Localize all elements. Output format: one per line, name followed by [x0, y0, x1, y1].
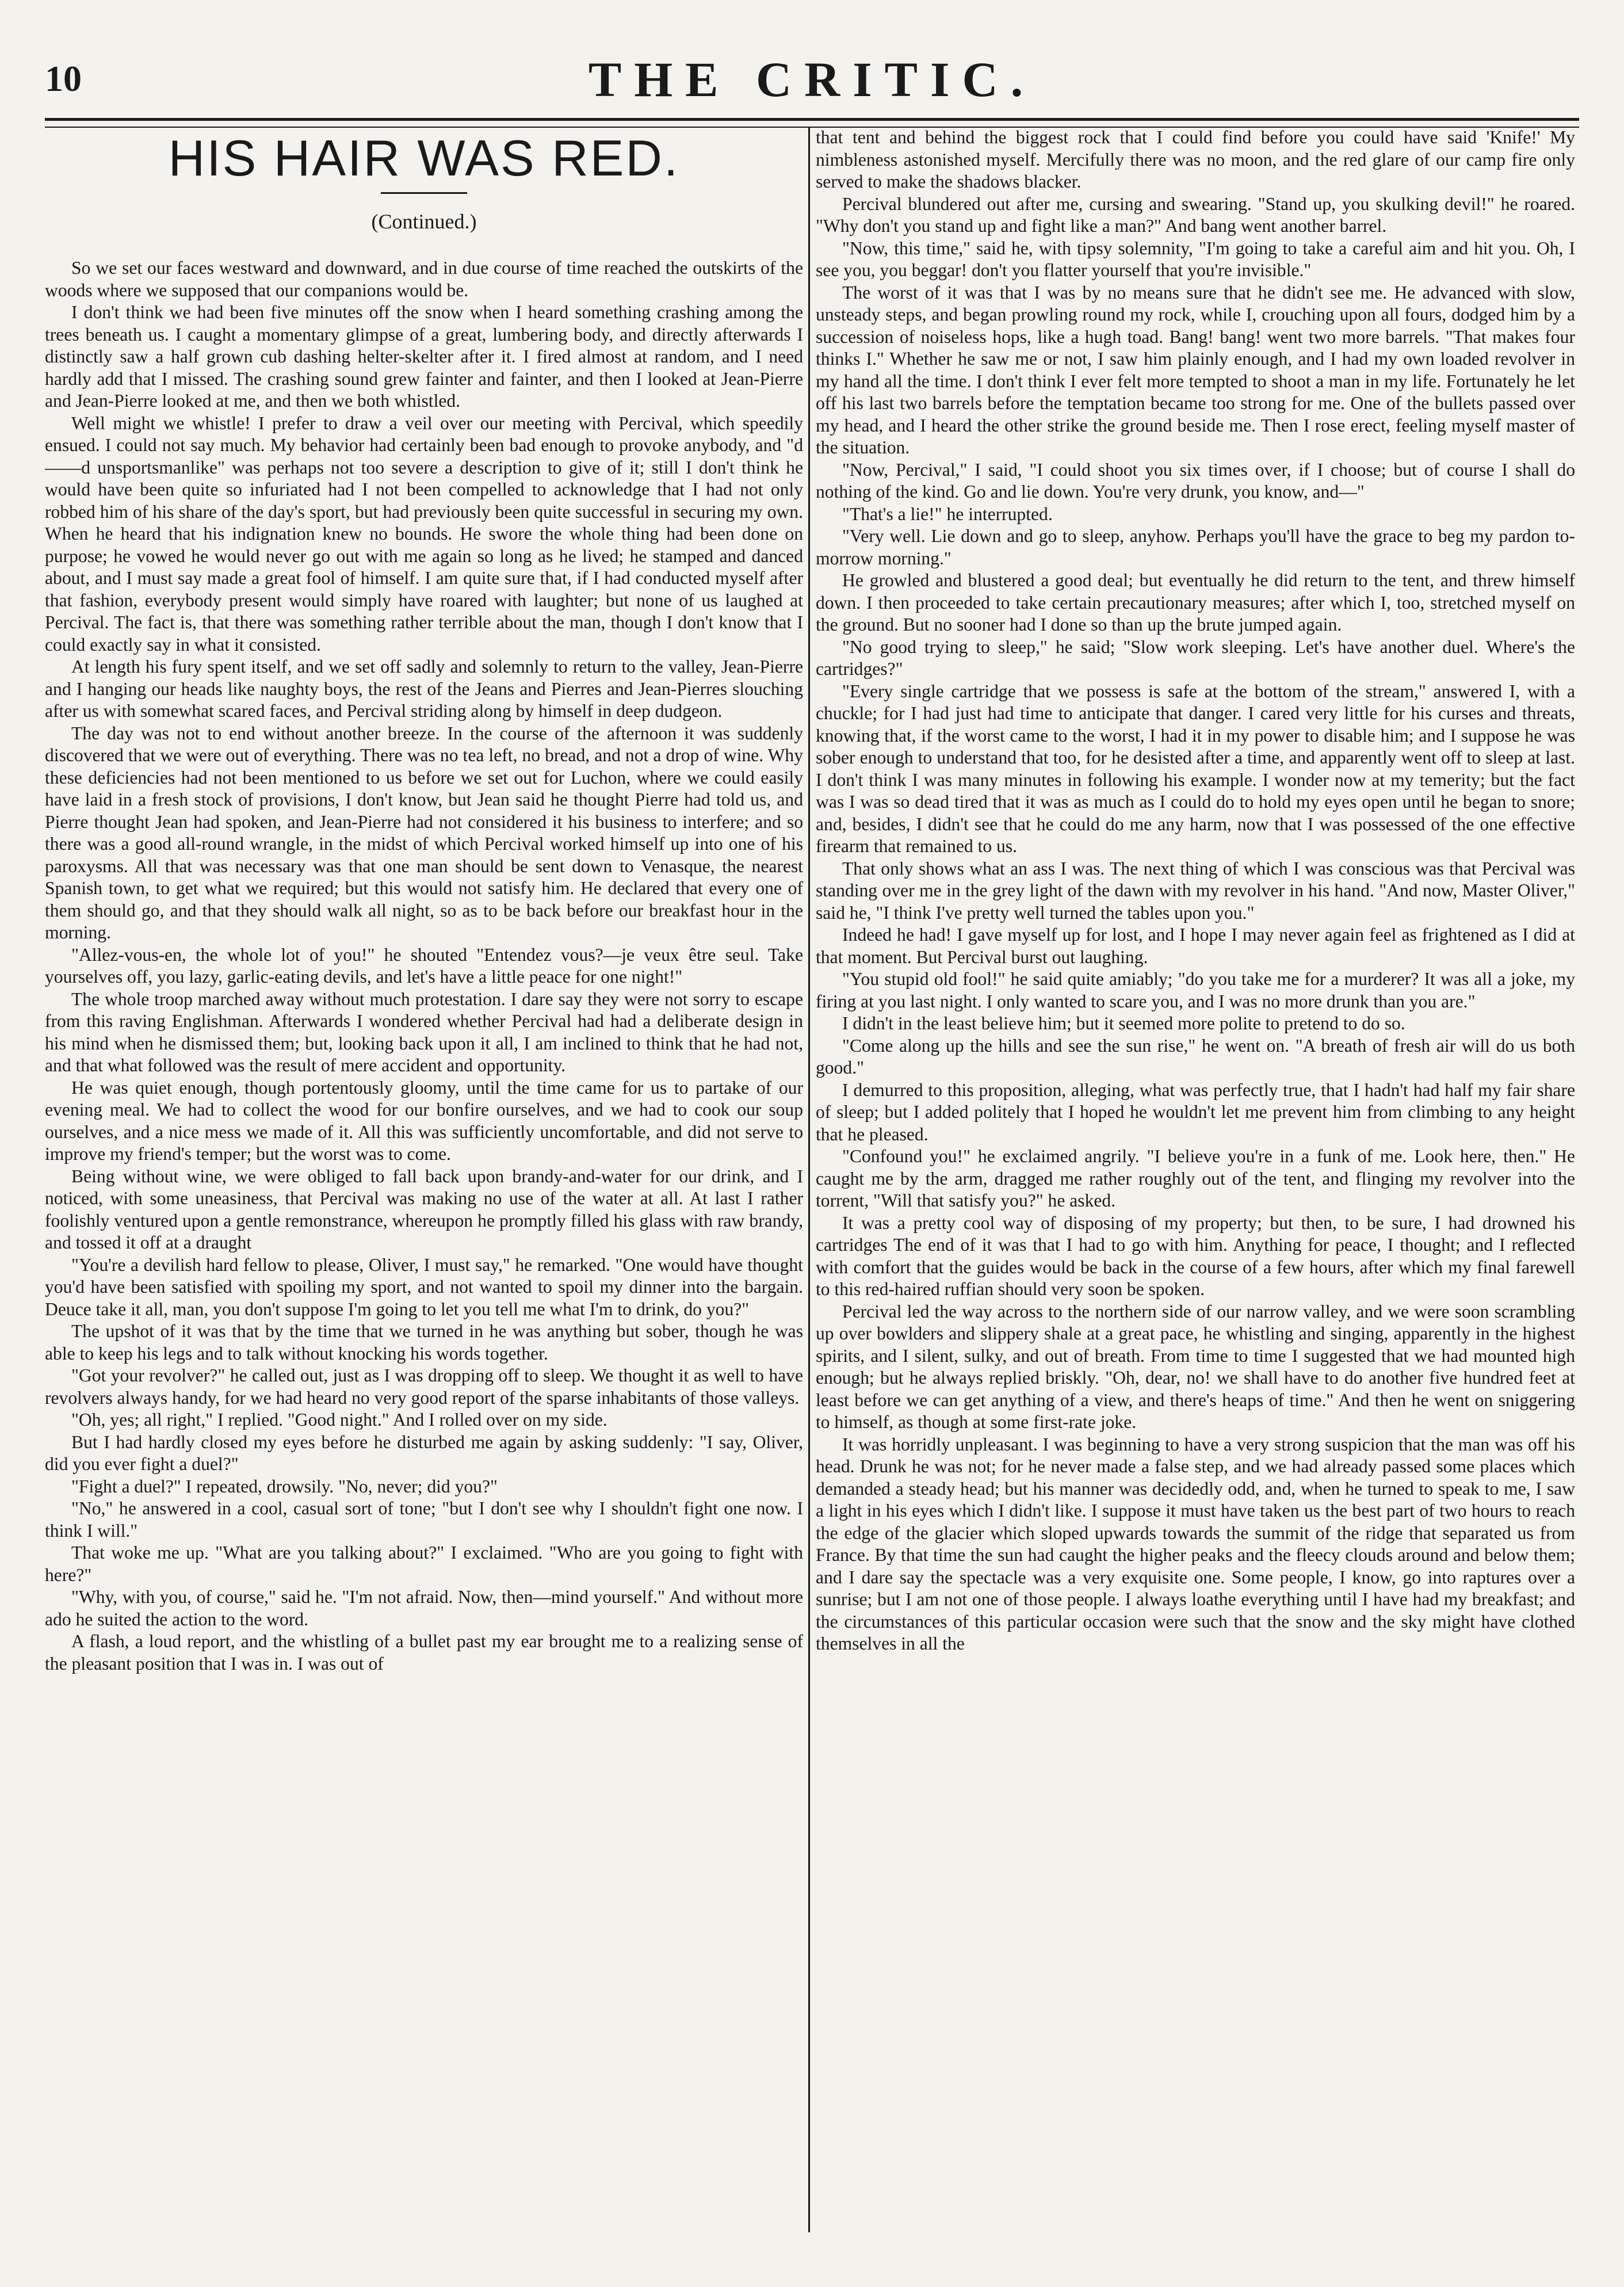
paragraph: That only shows what an ass I was. The next thing of which I was conscious was that Percival was standing over me in the grey light of the dawn with my revolver in his hand. "And now, Master Oliver," said he, "I think I've pretty well turned the tables upon you.": [816, 858, 1575, 923]
left-column: [45, 127, 803, 2221]
article-subtitle: (Continued.): [371, 210, 477, 233]
paragraph: It was horridly unpleasant. I was beginning to have a very strong suspicion that the man was off his head. Drunk he was not; for he never made a false step, and we had already passed some places which demanded a steady head; but his manner was decidedly odd, and, when he turned to speak to me, I saw a light in his eyes which I didn't like. I suppose it must have taken us the best part of two hours to reach the edge of the glacier which sloped upwards towards the summit of the ridge that separated us from France. By that time the sun had caught the higher peaks and the fleecy clouds around and below them; and I dare say the spectacle was a very exquisite one. Some people, I know, go into raptures over a sunrise; but I am not one of those people. I always loathe everything until I have had my breakfast; and the circumstances of this particular occasion were such that the snow and the sky might have clothed themselves in all the: [816, 1434, 1575, 1654]
paragraph: I demurred to this proposition, alleging, what was perfectly true, that I hadn't had half my fair share of sleep; but I added politely that I hoped he wouldn't let me prevent him from climbing to any height that he pleased.: [816, 1079, 1575, 1144]
paragraph: Well might we whistle! I prefer to draw a veil over our meeting with Percival, which speedily ensued. I could not say much. My behavior had certainly been bad enough to provoke anybody, and "d——d unsportsmanlike" was perhaps not too severe a description to give of it; still I don't think he would have been quite so infuriated had I not been compelled to acknowledge that I had not only robbed him of his share of the day's sport, but had previously been quite successful in securing my own. When he heard that his indignation knew no bounds. He swore the whole thing had been done on purpose; he vowed he would never go out with me again so long as he lived; he stamped and danced about, and I must say made a great fool of himself. I am quite sure that, if I had conducted myself after that fashion, everybody present would simply have roared with laughter; but none of us laughed at Percival. The fact is, that there was something rather terrible about the man, though I don't know that I could exactly say in what it consisted.: [45, 413, 803, 655]
paragraph: "No," he answered in a cool, casual sort of tone; "but I don't see why I shouldn't fight one now. I think I will.": [45, 1498, 803, 1541]
paragraph: At length his fury spent itself, and we set off sadly and solemnly to return to the valley, Jean-Pierre and I hanging our heads like naughty boys, the rest of the Jeans and Pierres and Jean-Pierres slouching after us with somewhat scared faces, and Percival striding along by himself in deep dudgeon.: [45, 656, 803, 721]
paragraph: "Allez-vous-en, the whole lot of you!" he shouted "Entendez vous?—je veux être seul. Take yourselves off, you lazy, garlic-eating devils, and let's have a little peace for one night!": [45, 944, 803, 987]
paragraph: It was a pretty cool way of disposing of my property; but then, to be sure, I had drowned his cartridges The end of it was that I had to go with him. Anything for peace, I thought; and I reflected with comfort that the guides would be back in the course of a few hours, after which my final farewell to this red-haired ruffian should very soon be spoken.: [816, 1212, 1575, 1299]
left-paragraphs: [45, 257, 803, 1675]
paragraph: "That's a lie!" he interrupted.: [842, 503, 1053, 524]
paragraph: A flash, a loud report, and the whistling of a bullet past my ear brought me to a realizing sense of the pleasant position that I was in. I was out of: [45, 1631, 803, 1674]
paragraph: The day was not to end without another breeze. In the course of the afternoon it was suddenly discovered that we were out of everything. There was no tea left, no bread, and not a drop of wine. Why these deficiencies had not been mentioned to us before we set out for Luchon, where we could easily have laid in a fresh stock of provisions, I don't know, but Jean said he thought Pierre had told us, and Pierre thought Jean had spoken, and Jean-Pierre had not considered it his business to interfere; and so there was a good all-round wrangle, in the midst of which Percival worked himself up into one of his paroxysms. All that was necessary was that one man should be sent down to Venasque, the nearest Spanish town, to get what we required; but this would not satisfy him. He declared that every one of them should go, and that they should walk all night, so as to be back before our breakfast hour in the morning.: [45, 723, 803, 942]
right-paragraphs: [816, 127, 1575, 1655]
paragraph: Indeed he had! I gave myself up for lost, and I hope I may never again feel as frightened as I did at that moment. But Percival burst out laughing.: [816, 925, 1575, 967]
paragraph: I didn't in the least believe him; but it seemed more polite to pretend to do so.: [842, 1013, 1405, 1033]
paragraph: "No good trying to sleep," he said; "Slow work sleeping. Let's have another duel. Where's the cartridges?": [816, 636, 1575, 679]
paragraph: "Come along up the hills and see the sun rise," he went on. "A breath of fresh air will do us both good.": [816, 1035, 1575, 1078]
paragraph: Being without wine, we were obliged to fall back upon brandy-and-water for our drink, and I noticed, with some uneasiness, that Percival was making no use of the water at all. At last I rather foolishly ventured upon a gentle remonstrance, whereupon he promptly filled his glass with raw brandy, and tossed it off at a draught: [45, 1166, 803, 1253]
article-title: HIS HAIR WAS RED.: [168, 129, 680, 186]
paragraph: The whole troop marched away without much protestation. I dare say they were not sorry to escape from this raving Englishman. Afterwards I wondered whether Percival had had a deliberate design in his mind when he dismissed them; but, looking back upon it all, I am inclined to think that he had not, and that what followed was the result of mere accident and opportunity.: [45, 988, 803, 1075]
paragraph: Percival blundered out after me, cursing and swearing. "Stand up, you skulking devil!" he roared. "Why don't you stand up and fight like a man?" And bang went another barrel.: [816, 193, 1575, 236]
paragraph: But I had hardly closed my eyes before he disturbed me again by asking suddenly: "I say, Oliver, did you ever fight a duel?": [45, 1431, 803, 1474]
paragraph: "Very well. Lie down and go to sleep, anyhow. Perhaps you'll have the grace to beg my pardon to-morrow morning.": [816, 526, 1575, 568]
paragraph: So we set our faces westward and downward, and in due course of time reached the outskirts of the woods where we supposed that our companions would be.: [45, 258, 803, 300]
page-number: 10: [45, 58, 82, 99]
paragraph: "You're a devilish hard fellow to please, Oliver, I must say," he remarked. "One would have thought you'd have been satisfied with spoiling my sport, and not wanted to spoil my dinner into the bargain. Deuce take it all, man, you don't suppose I'm going to let you tell me what I'm to drink, do you?": [45, 1254, 803, 1319]
paragraph: Percival led the way across to the northern side of our narrow valley, and we were soon scrambling up over bowlders and slippery shale at a great pace, he whistling and singing, apparently in the highest spirits, and I silent, sulky, and out of breath. From time to time I suggested that we had mounted high enough; but he always replied briskly. "Oh, dear, no! we shall have to do another five hundred feet at least before we can get anything of a view, and there's heaps of time." And then he went on sniggering to himself, as though at some first-rate joke.: [816, 1301, 1575, 1432]
paragraph: "You stupid old fool!" he said quite amiably; "do you take me for a murderer? It was all a joke, my firing at you last night. I only wanted to scare you, and I was no more drunk than you are.": [816, 969, 1575, 1011]
paragraph: I don't think we had been five minutes off the snow when I heard something crashing among the trees beneath us. I caught a momentary glimpse of a great, lumbering body, and directly afterwards I distinctly saw a half grown cub dashing helter-skelter after it. I fired almost at random, and I need hardly add that I missed. The crashing sound grew fainter and fainter, and then I looked at Jean-Pierre and Jean-Pierre looked at me, and then we both whistled.: [45, 302, 803, 411]
paragraph: He growled and blustered a good deal; but eventually he did return to the tent, and threw himself down. I then proceeded to take certain precautionary measures; after which I, too, stretched myself on the ground. But no sooner had I done so than up the brute jumped again.: [816, 570, 1575, 635]
paragraph: "Oh, yes; all right," I replied. "Good night." And I rolled over on my side.: [71, 1410, 607, 1430]
column-divider: [808, 127, 810, 2232]
paragraph: "Now, Percival," I said, "I could shoot you six times over, if I choose; but of course I shall do nothing of the kind. Go and lie down. You're very drunk, you know, and—": [816, 459, 1575, 502]
paragraph: "Got your revolver?" he called out, just as I was dropping off to sleep. We thought it as well to have revolvers always handy, for we had heard no very good report of the sparse inhabitants of those valleys.: [45, 1365, 803, 1408]
paragraph: That woke me up. "What are you talking about?" I exclaimed. "Who are you going to fight with here?": [45, 1543, 803, 1585]
paragraph: The upshot of it was that by the time that we turned in he was anything but sober, though he was able to keep his legs and to talk without knocking his words together.: [45, 1321, 803, 1364]
paragraph: The worst of it was that I was by no means sure that he didn't see me. He advanced with slow, unsteady steps, and began prowling round my rock, while I, crouching upon all fours, dodged him by a succession of noiseless hops, like a hugh toad. Bang! bang! went two more barrels. "That makes four thinks I." Whether he saw me or not, I saw him plainly enough, and I had my own loaded revolver in my hand all the time. I don't think I ever felt more tempted to shoot a man in my life. Fortunately he let off his last two barrels before the temptation became too strong for me. One of the bullets passed over my head, and I heard the other strike the ground beside me. Then I rose erect, feeling myself master of the situation.: [816, 282, 1575, 457]
paragraph: He was quiet enough, though portentously gloomy, until the time came for us to partake of our evening meal. We had to collect the wood for our bonfire ourselves, and we had to cook our soup ourselves, and a nice mess we made of it. All this was sufficiently uncomfortable, and did not serve to improve my friend's temper; but the worst was to come.: [45, 1077, 803, 1164]
masthead: THE CRITIC.: [588, 52, 1036, 107]
paragraph: "Why, with you, of course," said he. "I'm not afraid. Now, then—mind yourself." And without more ado he suited the action to the word.: [45, 1587, 803, 1629]
right-column: [816, 127, 1575, 2221]
title-rule: [381, 192, 467, 194]
paragraph: "Every single cartridge that we possess is safe at the bottom of the stream," answered I, with a chuckle; for I had just had time to anticipate that danger. I cared very little for his curses and threats, knowing that, if the worst came to the worst, I had it in my power to disable him; and I suppose he was sober enough to understand that too, for he desisted after a time, and apparently went off to sleep at last. I don't think I was many minutes in following his example. I wonder now at my temerity; but the fact was I was so dead tired that it was as much as I could do to hold my eyes open until he began to snore; and, besides, I didn't see that he could do me any harm, now that I was possessed of the one effective firearm that remained to us.: [816, 681, 1575, 856]
paragraph: that tent and behind the biggest rock that I could find before you could have said 'Knife!' My nimbleness astonished myself. Mercifully there was no moon, and the red glare of our camp fire only served to make the shadows blacker.: [816, 127, 1575, 192]
paragraph: "Confound you!" he exclaimed angrily. "I believe you're in a funk of me. Look here, then." He caught me by the arm, dragged me rather roughly out of the tent, and flinging my revolver into the torrent, "Will that satisfy you?" he asked.: [816, 1146, 1575, 1211]
paragraph: "Now, this time," said he, with tipsy solemnity, "I'm going to take a careful aim and hit you. Oh, I see you, you beggar! don't you flatter yourself that you're invisible.": [816, 238, 1575, 280]
paragraph: "Fight a duel?" I repeated, drowsily. "No, never; did you?": [71, 1476, 498, 1496]
